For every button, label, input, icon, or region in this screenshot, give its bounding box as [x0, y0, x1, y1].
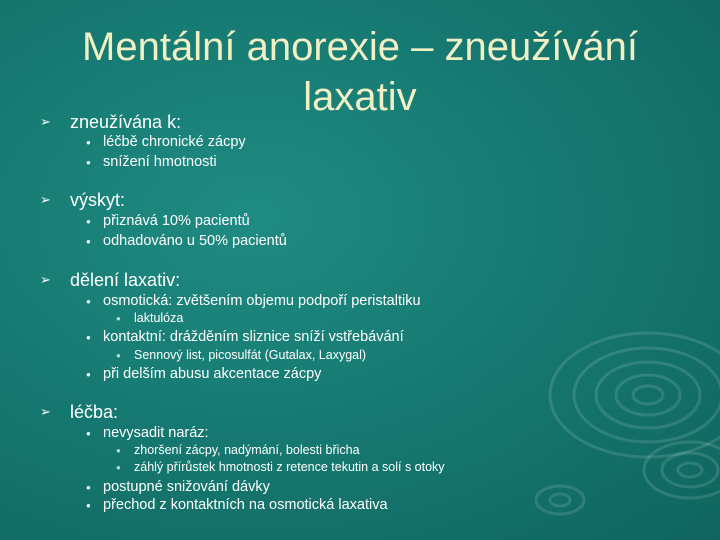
round-dot-bullet-icon: ●	[86, 429, 91, 438]
round-dot-bullet-icon: ●	[86, 297, 91, 306]
small-dot-bullet-icon: ●	[116, 463, 121, 472]
section-heading-text: výskyt:	[70, 190, 126, 210]
round-dot-bullet-icon: ●	[86, 217, 91, 226]
slide-title-line-1: Mentální anorexie – zneužívání	[82, 25, 638, 69]
round-dot-bullet-icon: ●	[86, 138, 91, 147]
small-dot-bullet-icon: ●	[116, 351, 121, 360]
arrowhead-bullet-icon: ➢	[40, 192, 51, 207]
section-heading-text: zneužívána k:	[70, 112, 182, 132]
list-item-text: snížení hmotnosti	[103, 154, 217, 170]
list-item-text: přechod z kontaktních na osmotická laxativa	[103, 497, 388, 513]
round-dot-bullet-icon: ●	[86, 370, 91, 379]
list-item-text: při delším abusu akcentace zácpy	[103, 366, 322, 382]
list-item-text: odhadováno u 50% pacientů	[103, 233, 287, 249]
round-dot-bullet-icon: ●	[86, 237, 91, 246]
sub-list-item-text: Sennový list, picosulfát (Gutalax, Laxygal)	[134, 348, 367, 362]
list-item-text: nevysadit naráz:	[103, 425, 209, 441]
list-item-text: osmotická: zvětšením objemu podpoří peristaltiku	[103, 293, 421, 309]
sub-list-item-text: laktulóza	[134, 311, 184, 325]
round-dot-bullet-icon: ●	[86, 333, 91, 342]
section-heading-text: dělení laxativ:	[70, 270, 181, 290]
arrowhead-bullet-icon: ➢	[40, 114, 51, 129]
small-dot-bullet-icon: ●	[116, 446, 121, 455]
list-item-text: kontaktní: drážděním sliznice sníží vstřebávání	[103, 329, 404, 345]
small-dot-bullet-icon: ●	[116, 314, 121, 323]
sub-list-item-text: zhoršení zácpy, nadýmání, bolesti břicha	[134, 443, 360, 457]
slide-title-line-2: laxativ	[303, 75, 417, 119]
section-heading-text: léčba:	[70, 402, 119, 422]
list-item-text: postupné snižování dávky	[103, 479, 270, 495]
round-dot-bullet-icon: ●	[86, 483, 91, 492]
arrowhead-bullet-icon: ➢	[40, 272, 51, 287]
round-dot-bullet-icon: ●	[86, 158, 91, 167]
list-item-text: přiznává 10% pacientů	[103, 213, 250, 229]
sub-list-item-text: záhlý přírůstek hmotnosti z retence tekutin a solí s otoky	[134, 460, 445, 474]
round-dot-bullet-icon: ●	[86, 501, 91, 510]
list-item-text: léčbě chronické zácpy	[103, 134, 246, 150]
arrowhead-bullet-icon: ➢	[40, 404, 51, 419]
